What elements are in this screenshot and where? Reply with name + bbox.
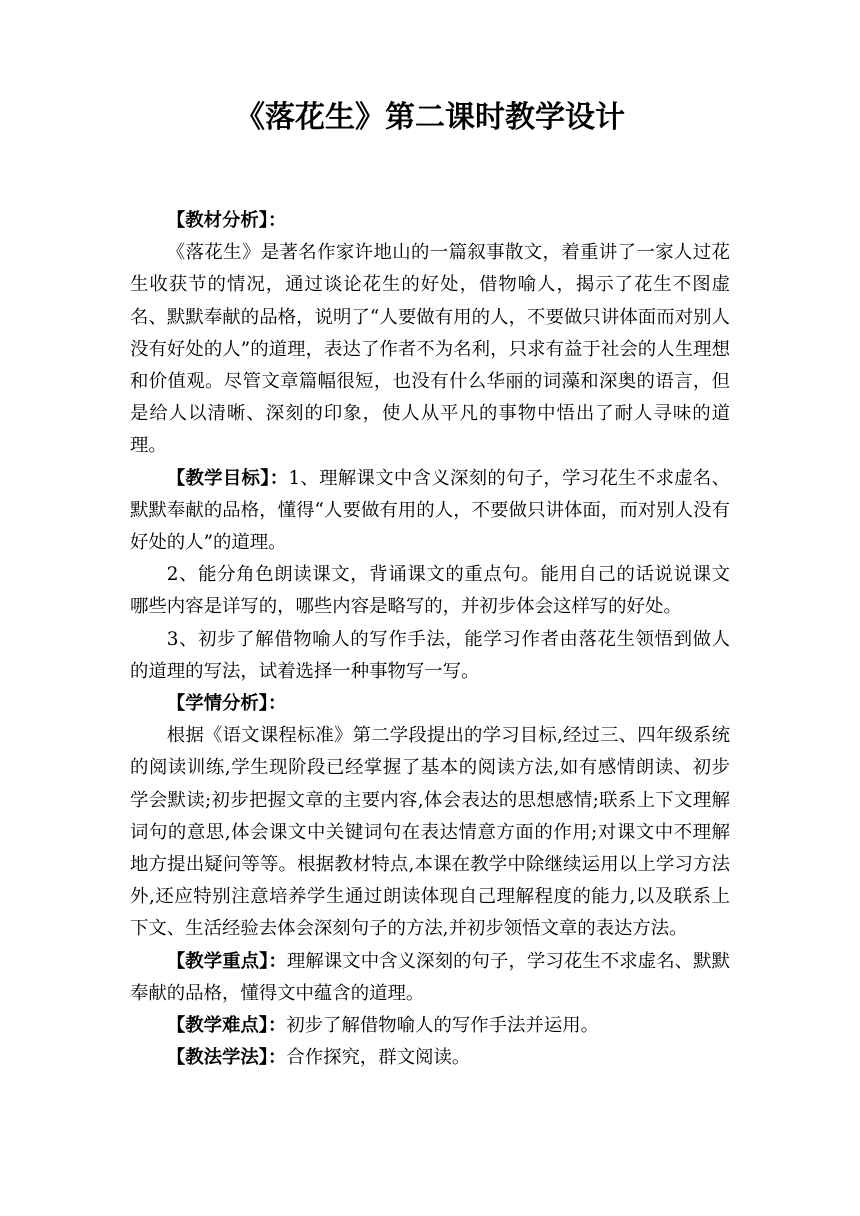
paragraph-objectives: [130, 463, 730, 560]
paragraph-objective-3: [130, 624, 730, 688]
document-title: 《落花生》第二课时教学设计: [235, 100, 625, 135]
section-heading-materials: [130, 205, 730, 237]
heading-key-points: 【教学重点】：: [166, 950, 287, 972]
text-objective-3: 3、初步了解借物喻人的写作手法，能学习作者由落花生领悟到做人的道理的写法，试着选择一种事物写一写。: [130, 628, 730, 682]
text-objective-2: 2、能分角色朗读课文，背诵课文的重点句。能用自己的话说说课文哪些内容是详写的，哪些内容是略写的，并初步体会这样写的好处。: [130, 564, 730, 618]
heading-teaching-objectives: 【教学目标】：: [166, 467, 289, 489]
section-heading-learners: [130, 688, 730, 720]
text-methods: 合作探究，群文阅读。: [286, 1047, 471, 1069]
paragraph-methods: [130, 1042, 730, 1074]
heading-difficulties: 【教学难点】：: [166, 1015, 287, 1037]
text-objective-1: 1、理解课文中含义深刻的句子，学习花生不求虚名、默默奉献的品格，懂得“人要做有用的人，不要做只讲体面，而对别人没有好处的人”的道理。: [130, 467, 730, 554]
paragraph-difficulties: [130, 1010, 730, 1042]
heading-methods: 【教法学法】：: [166, 1047, 287, 1069]
paragraph-objective-2: [130, 559, 730, 623]
heading-materials-analysis: 【教材分析】：: [166, 210, 287, 231]
text-difficulties: 初步了解借物喻人的写作手法并运用。: [286, 1015, 599, 1037]
text-key-points: 理解课文中含义深刻的句子，学习花生不求虚名、默默奉献的品格，懂得文中蕴含的道理。: [130, 950, 730, 1004]
heading-learner-analysis: 【学情分析】：: [166, 693, 287, 715]
document-body: [130, 205, 730, 1074]
paragraph-materials: [130, 237, 730, 462]
paragraph-learners: [130, 720, 730, 945]
text-materials: 《落花生》是著名作家许地山的一篇叙事散文，着重讲了一家人过花生收获节的情况，通过谈论花生的好处，借物喻人，揭示了花生不图虚名、默默奉献的品格，说明了“人要做有用的人，不要做只讲体面而对别人没有好处的人”的道理，表达了作者不为名利，只求有益于社会的人生理想和价值观。尽管文章篇幅很短，也没有什么华丽的词藻和深奥的语言，但是给人以清晰、深刻的印象，使人从平凡的事物中悟出了耐人寻味的道理。: [130, 242, 730, 457]
paragraph-key-points: [130, 946, 730, 1010]
text-learner-analysis: 根据《语文课程标准》第二学段提出的学习目标,经过三、四年级系统的阅读训练,学生现阶段已经掌握了基本的阅读方法,如有感情朗读、初步学会默读;初步把握文章的主要内容,体会表达的思想感情;联系上下文理解词句的意思,体会课文中关键词句在表达情意方面的作用;对课文中不理解地方提出疑问等等。根据教材特点,本课在教学中除继续运用以上学习方法外,还应特别注意培养学生通过朗读体现自己理解程度的能力,以及联系上下文、生活经验去体会深刻句子的方法,并初步领悟文章的表达方法。: [130, 725, 730, 940]
